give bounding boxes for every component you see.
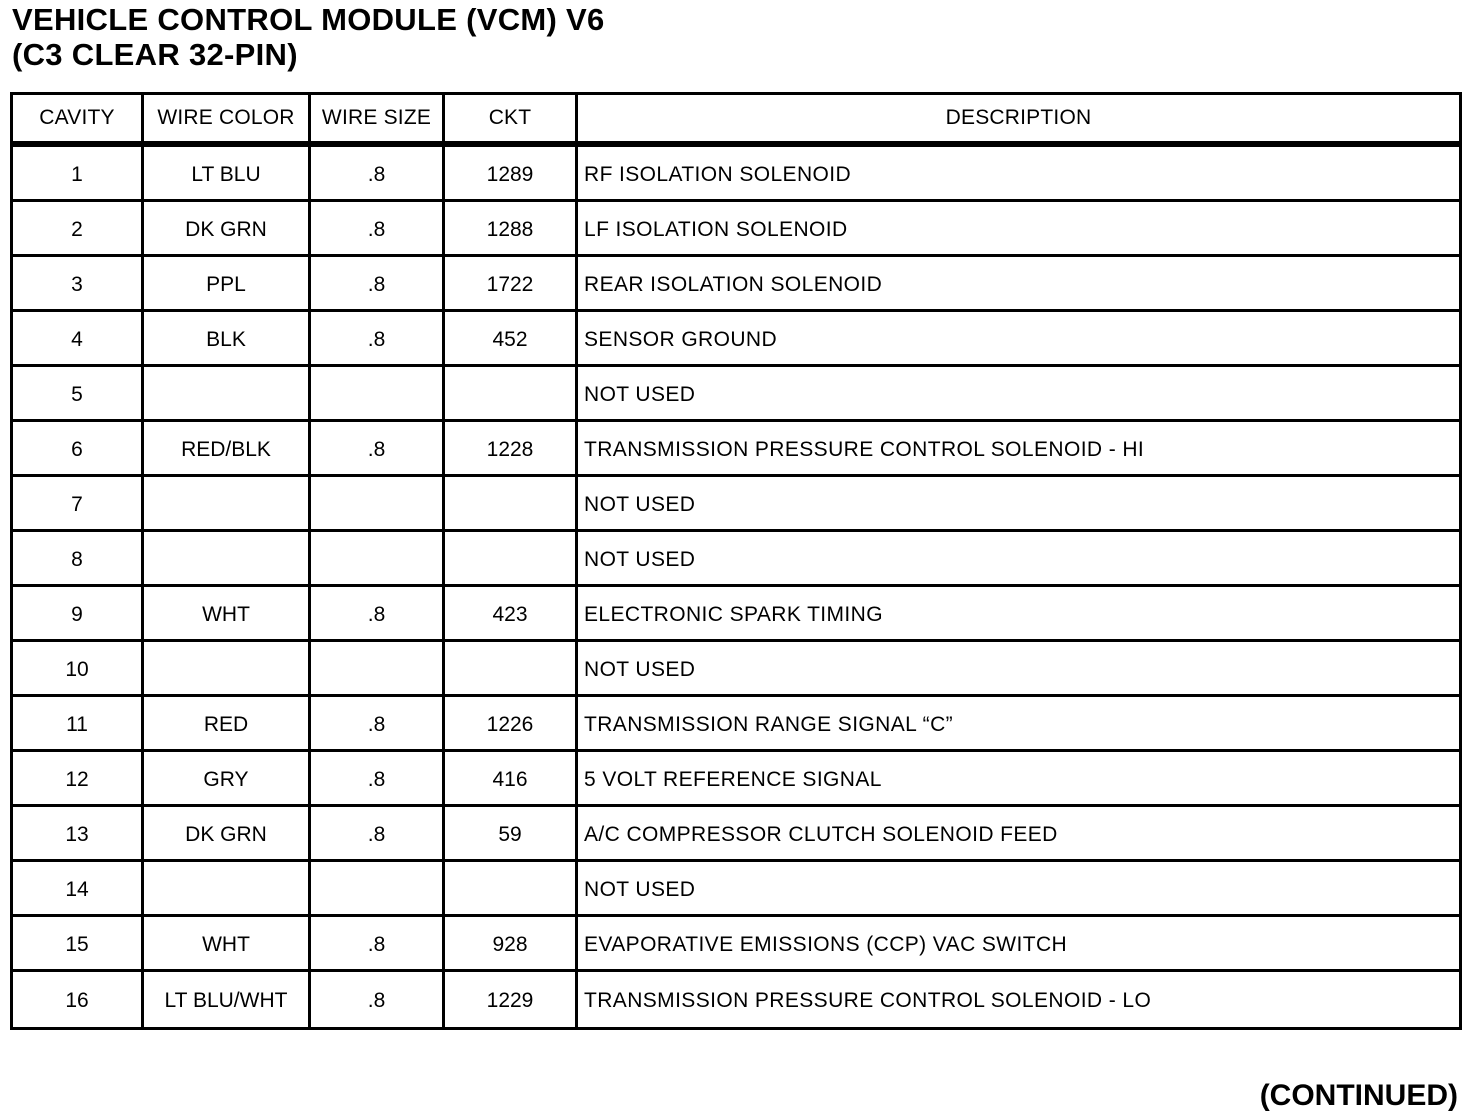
cell-description: 5 VOLT REFERENCE SIGNAL <box>578 752 1459 807</box>
table-row <box>13 972 1459 1027</box>
cell-wire-color: WHT <box>144 917 311 972</box>
cell-cavity: 10 <box>13 642 144 697</box>
cell-ckt: 452 <box>445 312 578 367</box>
cell-cavity: 14 <box>13 862 144 917</box>
cell-description: TRANSMISSION RANGE SIGNAL “C” <box>578 697 1459 752</box>
cell-cavity: 11 <box>13 697 144 752</box>
cell-ckt: 1228 <box>445 422 578 477</box>
cell-description: RF ISOLATION SOLENOID <box>578 147 1459 202</box>
cell-wire-color: LT BLU <box>144 147 311 202</box>
page-title <box>12 2 605 72</box>
cell-wire-size <box>311 367 445 422</box>
table-row <box>13 642 1459 697</box>
cell-description: NOT USED <box>578 477 1459 532</box>
header-row <box>13 95 1459 147</box>
table-row <box>13 862 1459 917</box>
table-body <box>13 147 1459 1027</box>
cell-ckt: 1722 <box>445 257 578 312</box>
cell-ckt: 1288 <box>445 202 578 257</box>
cell-cavity: 4 <box>13 312 144 367</box>
cell-cavity: 5 <box>13 367 144 422</box>
cell-wire-size <box>311 862 445 917</box>
cell-ckt: 1226 <box>445 697 578 752</box>
cell-wire-size: .8 <box>311 312 445 367</box>
cell-wire-color: GRY <box>144 752 311 807</box>
cell-wire-size: .8 <box>311 202 445 257</box>
cell-cavity: 6 <box>13 422 144 477</box>
cell-description: ELECTRONIC SPARK TIMING <box>578 587 1459 642</box>
cell-description: NOT USED <box>578 532 1459 587</box>
header-wire-color: WIRE COLOR <box>144 95 311 147</box>
cell-description: SENSOR GROUND <box>578 312 1459 367</box>
cell-wire-size: .8 <box>311 917 445 972</box>
header-wire-size: WIRE SIZE <box>311 95 445 147</box>
cell-ckt: 423 <box>445 587 578 642</box>
cell-ckt: 1229 <box>445 972 578 1027</box>
cell-wire-color <box>144 642 311 697</box>
cell-cavity: 8 <box>13 532 144 587</box>
cell-cavity: 15 <box>13 917 144 972</box>
table-row <box>13 532 1459 587</box>
table-row <box>13 477 1459 532</box>
cell-wire-color: BLK <box>144 312 311 367</box>
cell-wire-color: PPL <box>144 257 311 312</box>
cell-wire-size: .8 <box>311 422 445 477</box>
table-row <box>13 202 1459 257</box>
continued-label: (CONTINUED) <box>1259 1079 1458 1112</box>
cell-wire-color <box>144 367 311 422</box>
cell-wire-size: .8 <box>311 147 445 202</box>
cell-ckt: 928 <box>445 917 578 972</box>
pinout-table <box>10 92 1462 1030</box>
table-row <box>13 147 1459 202</box>
cell-wire-size: .8 <box>311 697 445 752</box>
title-line-2: (C3 CLEAR 32-PIN) <box>12 37 298 72</box>
cell-cavity: 1 <box>13 147 144 202</box>
cell-wire-size <box>311 477 445 532</box>
cell-wire-size <box>311 532 445 587</box>
cell-wire-color: LT BLU/WHT <box>144 972 311 1027</box>
cell-description: REAR ISOLATION SOLENOID <box>578 257 1459 312</box>
cell-wire-color: RED/BLK <box>144 422 311 477</box>
cell-cavity: 9 <box>13 587 144 642</box>
cell-wire-color <box>144 477 311 532</box>
header-description: DESCRIPTION <box>578 95 1459 147</box>
cell-description: NOT USED <box>578 642 1459 697</box>
cell-wire-size: .8 <box>311 972 445 1027</box>
cell-cavity: 12 <box>13 752 144 807</box>
cell-ckt <box>445 367 578 422</box>
cell-cavity: 3 <box>13 257 144 312</box>
table-row <box>13 367 1459 422</box>
cell-cavity: 7 <box>13 477 144 532</box>
cell-wire-size: .8 <box>311 807 445 862</box>
cell-wire-color: WHT <box>144 587 311 642</box>
table-row <box>13 312 1459 367</box>
cell-ckt <box>445 532 578 587</box>
table-row <box>13 587 1459 642</box>
cell-wire-size: .8 <box>311 752 445 807</box>
cell-wire-color: RED <box>144 697 311 752</box>
table-row <box>13 422 1459 477</box>
cell-wire-color: DK GRN <box>144 202 311 257</box>
table-row <box>13 752 1459 807</box>
table-row <box>13 257 1459 312</box>
cell-cavity: 2 <box>13 202 144 257</box>
table-row <box>13 807 1459 862</box>
cell-cavity: 13 <box>13 807 144 862</box>
cell-wire-color <box>144 862 311 917</box>
cell-description: NOT USED <box>578 367 1459 422</box>
table-row <box>13 697 1459 752</box>
cell-description: A/C COMPRESSOR CLUTCH SOLENOID FEED <box>578 807 1459 862</box>
cell-ckt: 416 <box>445 752 578 807</box>
cell-wire-size <box>311 642 445 697</box>
cell-description: TRANSMISSION PRESSURE CONTROL SOLENOID - LO <box>584 989 1152 1012</box>
cell-ckt <box>445 862 578 917</box>
table-row <box>13 917 1459 972</box>
cell-description: LF ISOLATION SOLENOID <box>578 202 1459 257</box>
cell-cavity: 16 <box>13 972 144 1027</box>
cell-wire-color <box>144 532 311 587</box>
cell-ckt <box>445 642 578 697</box>
cell-description: NOT USED <box>578 862 1459 917</box>
cell-description: EVAPORATIVE EMISSIONS (CCP) VAC SWITCH <box>578 917 1459 972</box>
title-line-1: VEHICLE CONTROL MODULE (VCM) V6 <box>12 2 605 37</box>
cell-wire-size: .8 <box>311 587 445 642</box>
cell-wire-size: .8 <box>311 257 445 312</box>
cell-ckt: 1289 <box>445 147 578 202</box>
cell-ckt <box>445 477 578 532</box>
header-cavity: CAVITY <box>13 95 144 147</box>
header-ckt: CKT <box>445 95 578 147</box>
cell-wire-color: DK GRN <box>144 807 311 862</box>
cell-description: TRANSMISSION PRESSURE CONTROL SOLENOID - HI <box>578 422 1459 477</box>
cell-ckt: 59 <box>445 807 578 862</box>
